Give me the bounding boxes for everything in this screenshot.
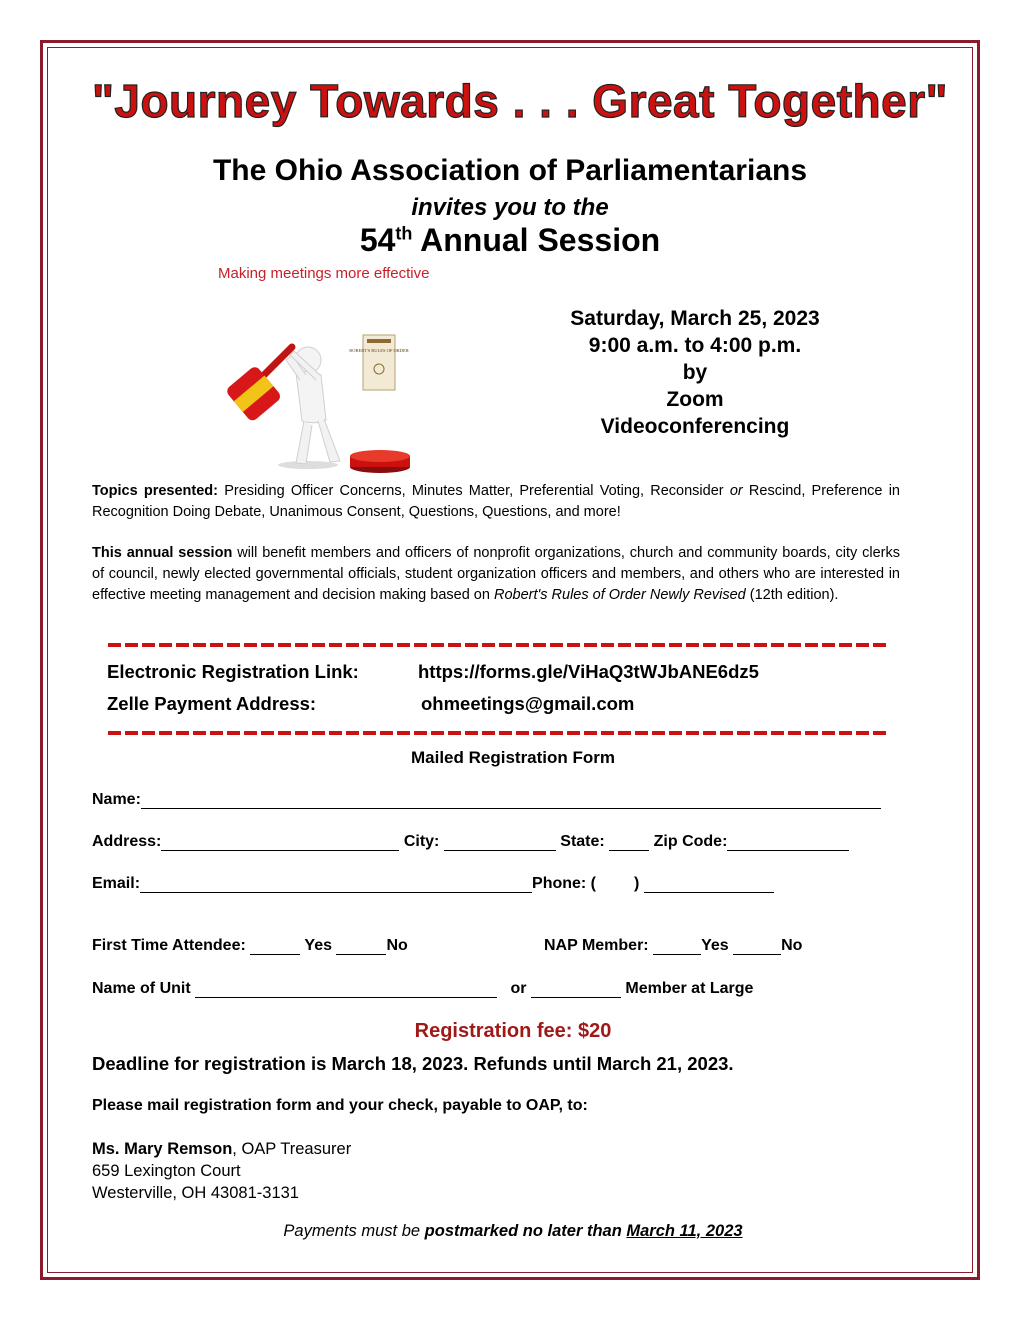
registration-fee: Registration fee: $20 (414, 1020, 612, 1042)
treasurer-street: 659 Lexington Court (92, 1162, 241, 1180)
state-label: State: (560, 833, 605, 850)
mail-instructions: Please mail registration form and your check, payable to OAP, to: (92, 1097, 588, 1114)
zelle-label: Zelle Payment Address: (107, 693, 317, 714)
event-mode: Videoconferencing (600, 415, 790, 438)
address-label: Address: (92, 833, 162, 850)
name-row (92, 791, 881, 809)
nap-no-blank[interactable] (733, 938, 781, 955)
topics-paragraph (92, 481, 900, 523)
registration-link-label: Electronic Registration Link: (107, 661, 359, 682)
treasurer-name: Ms. Mary Remson (92, 1140, 233, 1158)
unit-label: Name of Unit (92, 980, 191, 997)
zip-label: Zip Code: (653, 833, 728, 850)
benefit-text-2: (12th edition). (745, 587, 839, 603)
phone-close: ) (634, 875, 640, 892)
unit-row (92, 980, 753, 998)
book-title: ROBERT'S RULES OF ORDER (349, 348, 409, 353)
event-details (540, 305, 850, 440)
first-time-label: First Time Attendee: (92, 937, 246, 954)
treasurer-address (92, 1138, 351, 1204)
address-field[interactable] (161, 834, 399, 851)
deadline-text: Deadline for registration is March 18, 2023. Refunds until March 21, 2023. (92, 1053, 734, 1074)
session-ordinal: th (395, 223, 413, 244)
nap-yes-blank[interactable] (653, 938, 701, 955)
event-platform: Zoom (666, 388, 724, 411)
phone-label: Phone: ( (532, 875, 597, 892)
unit-or: or (510, 980, 527, 997)
member-at-large-label: Member at Large (625, 980, 754, 997)
first-time-no-blank[interactable] (336, 938, 386, 955)
first-time-yes-blank[interactable] (250, 938, 300, 955)
tagline: Making meetings more effective (218, 265, 430, 282)
divider-top (108, 643, 888, 647)
postmark-date: March 11, 2023 (626, 1222, 743, 1240)
gavel-illustration (218, 325, 418, 475)
session-title (60, 222, 960, 259)
form-title: Mailed Registration Form (410, 748, 616, 767)
registration-link[interactable]: https://forms.gle/ViHaQ3tWJbANE6dz5 (418, 661, 759, 682)
phone-field[interactable] (644, 876, 774, 893)
invite-text: invites you to the (411, 194, 609, 221)
first-time-no: No (386, 937, 408, 954)
nap-row (544, 937, 802, 955)
organization-name: The Ohio Association of Parliamentarians (212, 154, 808, 187)
first-time-yes: Yes (304, 937, 333, 954)
name-label: Name: (92, 791, 141, 808)
member-at-large-blank[interactable] (531, 981, 621, 998)
event-time: 9:00 a.m. to 4:00 p.m. (588, 334, 802, 357)
divider-bottom (108, 731, 888, 735)
benefit-book-title: Robert's Rules of Order Newly Revised (493, 587, 746, 603)
postmark-text: Payments must be (283, 1222, 425, 1240)
unit-field[interactable] (195, 981, 497, 998)
email-label: Email: (92, 875, 141, 892)
topics-label: Topics presented: (92, 483, 218, 499)
postmark-bold: postmarked no later than (424, 1222, 627, 1240)
nap-yes: Yes (701, 937, 729, 954)
topics-text: Presiding Officer Concerns, Minutes Matter, Preferential Voting, Reconsider (218, 483, 730, 499)
topics-text-2: Rescind, Preference in Recognition Doing Debate, Unanimous Consent, Questions, Questions, and more! (92, 483, 900, 520)
treasurer-city: Westerville, OH 43081-3131 (92, 1184, 299, 1202)
first-time-row (92, 937, 408, 955)
event-by: by (682, 361, 708, 384)
topics-or: or (729, 483, 743, 499)
city-label: City: (403, 833, 440, 850)
city-field[interactable] (444, 834, 556, 851)
name-field[interactable] (141, 792, 881, 809)
nap-label: NAP Member: (544, 937, 649, 954)
benefit-text: will benefit members and officers of nonprofit organizations, church and community boards, city clerks of council, newly elected governmental officials, student organization officers and members, and others who are interested in effective meeting management and decision making based on (92, 545, 901, 603)
zelle-address[interactable]: ohmeetings@gmail.com (421, 693, 635, 714)
state-field[interactable] (609, 834, 649, 851)
benefit-label: This annual session (92, 545, 233, 561)
benefit-paragraph (92, 543, 900, 606)
session-number: 54 (359, 222, 396, 258)
email-field[interactable] (140, 876, 532, 893)
nap-no: No (781, 937, 803, 954)
treasurer-title: , OAP Treasurer (232, 1140, 352, 1158)
headline: "Journey Towards . . . Great Together" (92, 75, 948, 127)
event-date: Saturday, March 25, 2023 (570, 307, 820, 330)
email-row (92, 875, 774, 893)
address-row (92, 833, 849, 851)
session-text: Annual Session (412, 222, 661, 258)
postmark-note (60, 1222, 966, 1241)
zip-field[interactable] (727, 834, 849, 851)
